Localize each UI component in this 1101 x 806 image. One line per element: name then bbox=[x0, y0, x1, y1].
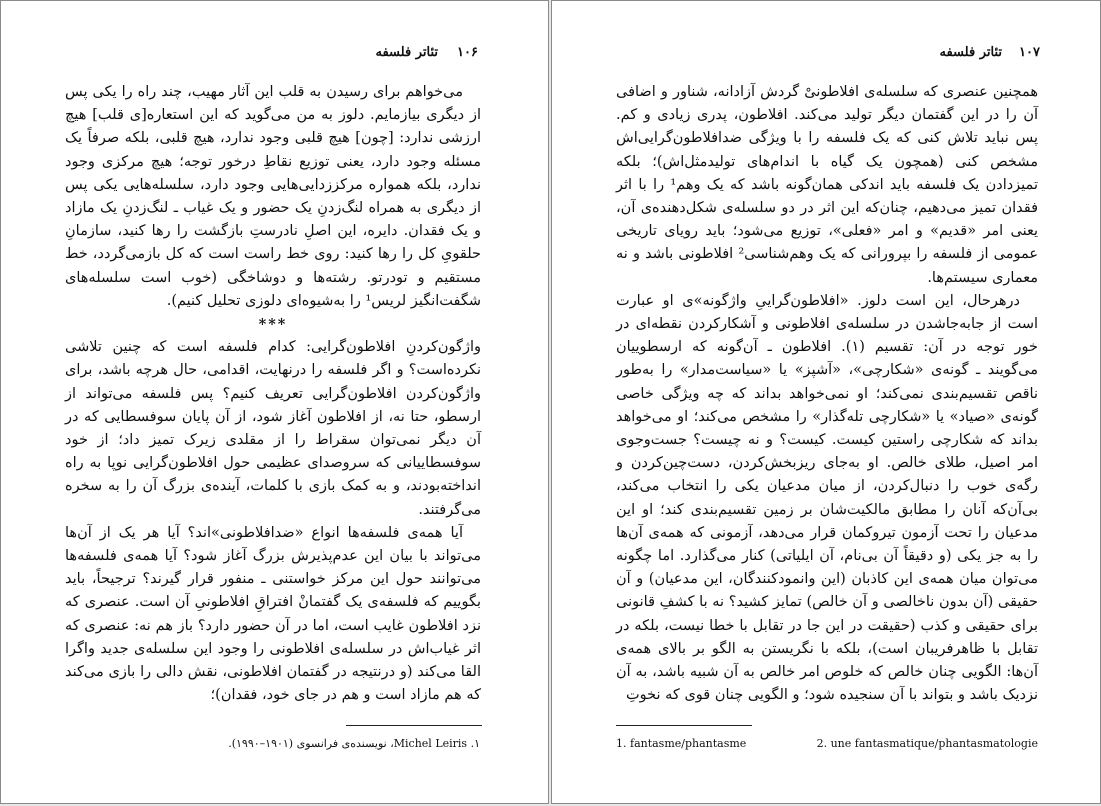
right-page-header bbox=[616, 45, 1040, 67]
section-separator: *** bbox=[258, 316, 288, 334]
left-paragraph-2: واژگون‌کردنِ افلاطون‌گرایی: کدام فلسفه است که چنین تلاشی نکرده‌است؟ و اگر فلسفه را درنهایت، اقدامی، حال هرچه باشد، برای واژگون‌کردن افلاطون‌گرایی تعریف کنیم؟ پس فلسفه می‌تواند از ارسطو، حتا نه، از افلاطون آغاز شود، از آن پایان سوفسطایی که در آن دیگر نمی‌توان سقراط را از مقلدی زیرک تمیز داد؛ از خود سوفسطاییانی که سروصدای عظیمی حول افلاطون‌گرایی نوپا به راه انداخته‌بودند، و به کمک بازی با کلمات، آینده‌ی بزرگ آن را به سخره می‌گرفتند. bbox=[65, 339, 481, 518]
left-paragraph-1: می‌خواهم برای رسیدن به قلب این آثار مهیب، چند راه را یکی پس از دیگری بیازمایم. دلوز به من می‌گوید که این استعاره[ی قلب] هیچ ارزشی ندارد: [چون] هیچ قلبی وجود ندارد، هیچ قلبی، بلکه صرفاً یک مسئله وجود دارد، یعنی توزیع نقاطِ درخور توجه؛ هیچ مرکزی وجود ندارد، بلکه همواره مرکززدایی‌هایی وجود دارد، سلسله‌هایی یکی پس از دیگری به همراه لنگ‌زدنِ یک حضور و یک غیاب ـ لنگ‌زدنِ یک مازاد و یک فقدان. دایره، این اصلِ نادرستِ بازگشت را رها کنید، سازمانِ حلقویِ کل را رها کنید: روی خط راست است که کل بازمی‌گردد، خط مستقیم و تودرتو. رشته‌ها و دوشاخگی (خوب است سلسله‌های شگفت‌انگیز لریس¹ را به‌شیوه‌ای دلوزی تحلیل کنیم). bbox=[65, 84, 481, 309]
right-paragraph-1: همچنین عنصری که سلسله‌ی افلاطونیْ گردش آزادانه، شناور و اضافی آن را در این گفتمان دیگر تولید می‌کند. افلاطون، پدری زیادی و کم. پس نباید تلاش کنی که یک فلسفه را با ویژگی ضدافلاطون‌گرایی‌اش مشخص کنی (همچون یک گیاه با اندام‌های تولیدمثل‌اش)؛ بلکه تمیزدادن یک فلسفه باید اندکی همان‌گونه باشد که یک وهم¹ را با اثر فقدان تمیز می‌دهیم، چنان‌که این اثر در دو سلسله‌ی شکل‌دهنده‌ی آن، یعنی امر «قدیم» و امر «فعلی»، توزیع می‌شود؛ باید رویای تاریخی عمومی از فلسفه را بپرورانی که یک وهم‌شناسی² افلاطونی باشد و نه معماری سیستم‌ها. bbox=[616, 84, 1038, 286]
right-footnote-2: 2. une fantasmatique/phantasmatologie bbox=[816, 737, 1038, 750]
right-page-number: ۱۰۷ bbox=[1019, 45, 1040, 60]
left-footnote-1: ۱. Michel Leiris، نویسنده‌ی فرانسوی (۱۹۰۱–۱۹۹۰). bbox=[228, 737, 480, 750]
left-footnote-rule bbox=[346, 725, 482, 726]
right-footnote-rule bbox=[616, 725, 752, 726]
left-paragraph-3: آیا همه‌ی فلسفه‌ها انواع «ضدافلاطونی»اند؟ آیا هر یک از آن‌ها می‌تواند با بیان این عدم‌پذیرش بزرگ آغاز شود؟ آیا همه‌ی فلسفه‌ها می‌توانند حول این مرکز خواستنی ـ منفور قرار گیرند؟ ترجیحاً، باید بگوییم که فلسفه‌ی یک گفتمانْ افتراقِ افلاطونیِ آن است. عنصری که نزد افلاطون غایب است، اما در آن حضور دارد؟ باز هم نه: عنصری که اثر غیاب‌اش در سلسله‌ی افلاطونی را وجود این سلسله‌ی جدید واگرا القا می‌کند (و درنتیجه در گفتمان افلاطونی، نقش دالی را بازی می‌کند که هم مازاد است و هم در جای خود، فقدان)؛ bbox=[65, 524, 481, 704]
right-page-body bbox=[616, 81, 1038, 707]
right-page bbox=[551, 0, 1101, 804]
left-page bbox=[0, 0, 549, 804]
right-paragraph-2: درهرحال، این است دلوز. «افلاطون‌گراییِ واژگونه»ی او عبارت است از جابه‌جاشدن در سلسله‌ی افلاطونی و آشکارکردن نقطه‌ای در خور توجه در آن: تقسیم (۱). افلاطون ـ آن‌گونه که ارسطوییان می‌گویند ـ گونه‌ی «شکارچی»، «آشپز» یا «سیاست‌مدار» را به‌طور ناقص تقسیم‌بندی نمی‌کند؛ او نمی‌خواهد بداند که چه ویژگی خاصی گونه‌ی «صیاد» یا «شکارچی تله‌گذار» را مشخص می‌کند؛ او می‌خواهد بداند که شکارچی راستین کیست. کیست؟ و نه چیست؟ جست‌وجوی امر اصیل، طلای خالص. او به‌جای ریزبخش‌کردن، دست‌چین‌کردن و رگه‌ی خوب را دنبال‌کردن، از میان مدعیان یکی را انتخاب می‌کند، بی‌آن‌که آنان را مطابق مالکیت‌شان بر زمین تقسیم‌بندی کند؛ او این مدعیان را تحت آزمون تیروکمان قرار می‌دهد، آزمونی که همه‌ی آن‌ها را به جز یکی (و دقیقاً آن بی‌نام، آن ایلیاتی) کنار می‌گذارد. اما چگونه می‌توان میان همه‌ی این کاذبان (این وانمودکنندگان، این مدعیان) و آن حقیقی (آن بدون ناخالصی و آن خالص) تمایز کشید؟ نه با کشفِ قانونی برای حقیقی و کذب (حقیقت در این جا در تقابل با خطا نیست، بلکه در تقابل با ظاهرفریبان است)، بلکه با نگریستن به الگو بر بالای همه‌ی آن‌ها: الگویی چنان خالص که خلوص امر خالص به آن شبیه باشد، به آن نزدیک باشد و بتواند با آن سنجیده شود؛ و الگویی چنان قوی که نخوتِ bbox=[616, 292, 1038, 704]
left-running-title: تئاتر فلسفه bbox=[375, 45, 438, 60]
left-page-header bbox=[37, 45, 478, 67]
right-footnote-1: 1. fantasme/phantasme bbox=[616, 737, 747, 750]
left-page-number: ۱۰۶ bbox=[457, 45, 478, 60]
left-page-body bbox=[65, 81, 481, 707]
right-running-title: تئاتر فلسفه bbox=[939, 45, 1002, 60]
